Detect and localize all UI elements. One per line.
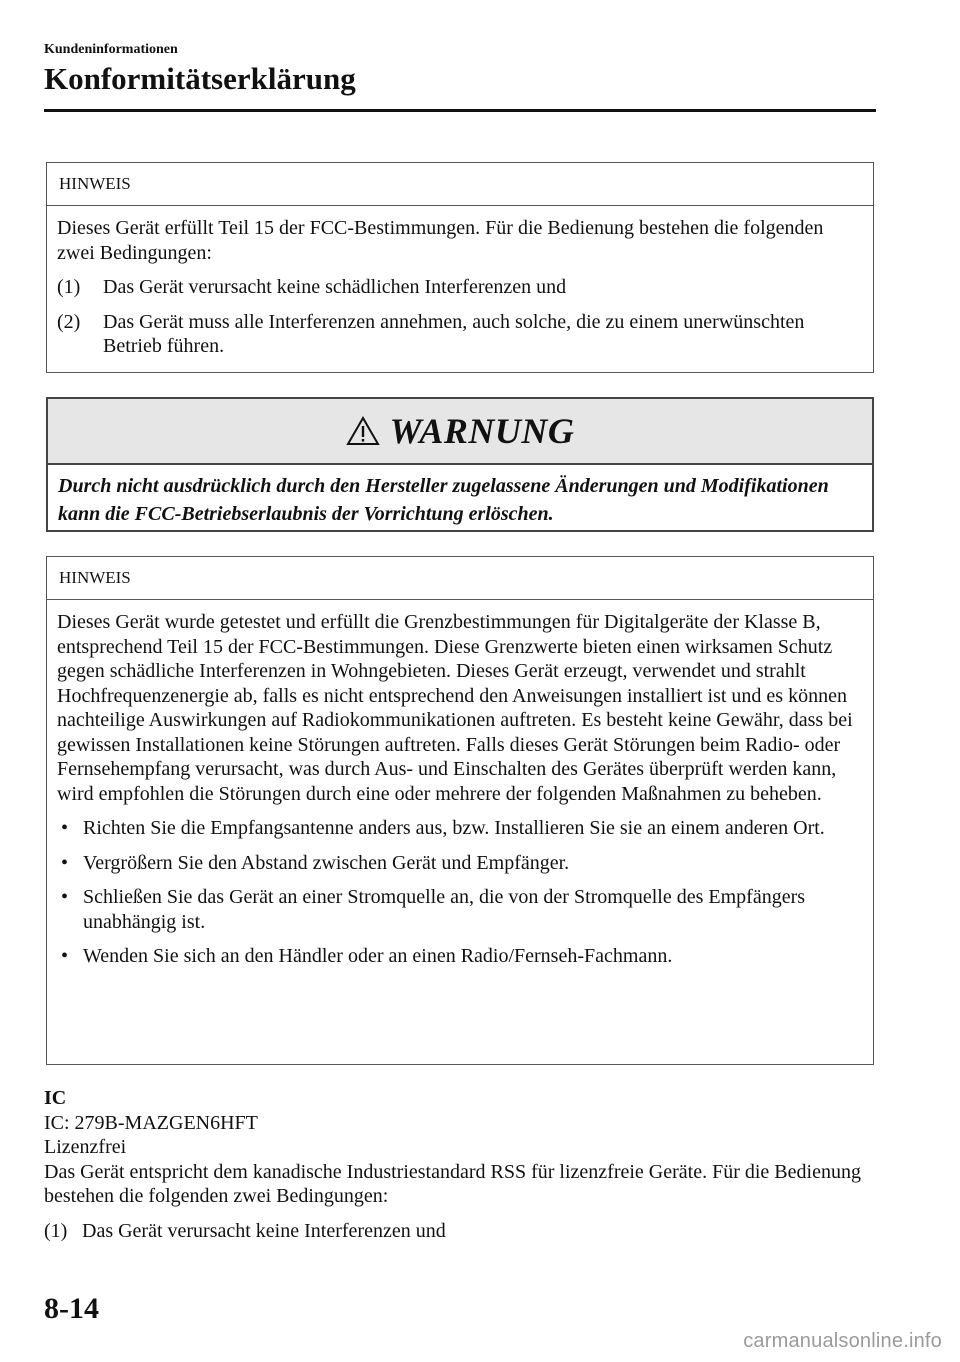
warning-triangle-icon [346, 416, 380, 446]
bullet-text: Vergrößern Sie den Abstand zwischen Gerät und Empfänger. [83, 851, 570, 874]
list-item-text: Das Gerät muss alle Interferenzen annehmen, auch solche, die zu einem unerwünschten Betrieb führen. [103, 310, 805, 357]
warning-heading: WARNUNG [389, 411, 575, 451]
ic-paragraph: Das Gerät entspricht dem kanadische Industriestandard RSS für lizenzfreie Geräte. Für die Bedienung bestehen die folgenden zwei Bedingungen: [44, 1160, 861, 1207]
bullet-text: Richten Sie die Empfangsantenne anders aus, bzw. Installieren Sie sie an einem anderen Ort. [83, 817, 825, 839]
list-item-number: (1) [57, 276, 81, 298]
list-item-text: Das Gerät verursacht keine schädlichen Interferenzen und [103, 276, 567, 298]
page-title: Konformitätserklärung [44, 61, 356, 96]
page-number: 8-14 [44, 1292, 99, 1325]
bullet-text: Wenden Sie sich an den Händler oder an einen Radio/Fernseh-Fachmann. [83, 945, 673, 967]
ic-license: Lizenzfrei [44, 1136, 127, 1158]
hinweis-paragraph: Dieses Gerät erfüllt Teil 15 der FCC-Bestimmungen. Für die Bedienung bestehen die folgenden zwei Bedingungen: [57, 217, 824, 264]
bullet-item [57, 851, 861, 876]
list-item-number: (2) [57, 310, 81, 333]
title-rule [44, 109, 876, 112]
hinweis-box-class-b [46, 556, 874, 1065]
watermark: carmanualsonline.info [743, 1330, 942, 1352]
bullet-text: Schließen Sie das Gerät an einer Stromquelle an, die von der Stromquelle des Empfängers unabhängig ist. [83, 886, 806, 933]
bullet-item [57, 816, 861, 841]
bullet-icon: • [61, 817, 69, 839]
ic-id: IC: 279B-MAZGEN6HFT [44, 1111, 258, 1134]
list-item [44, 1219, 884, 1244]
warning-header [48, 399, 872, 465]
bullet-item [57, 885, 861, 934]
bullet-icon: • [61, 886, 69, 908]
hinweis-body [47, 600, 873, 979]
hinweis-paragraph: Dieses Gerät wurde getestet und erfüllt die Grenzbestimmungen für Digitalgeräte der Klasse B, entsprechend Teil 15 der FCC-Bestimmungen. Diese Grenzwerte bieten einen wirksamen Schutz gegen schädliche Interferenzen in Wohngebieten. Dieses Gerät erzeugt, verwendet und strahlt Hochfrequenzenergie ab, falls es nicht entsprechend den Anweisungen installiert ist und es können nachteilige Auswirkungen auf Radiokommunikationen auftreten. Es besteht keine Gewähr, dass bei gewissen Installationen keine Störungen auftreten. Falls dieses Gerät Störungen beim Radio- oder Fernsehempfang verursacht, was durch Aus- und Einschalten des Gerätes überprüft werden kann, wird empfohlen die Störungen durch eine oder mehrere der folgenden Maßnahmen zu beheben. [57, 611, 853, 805]
hinweis-heading: HINWEIS [47, 163, 873, 206]
hinweis-box-fcc [46, 162, 874, 373]
bullet-item [57, 944, 861, 969]
ic-heading: IC [44, 1087, 67, 1109]
section-label: Kundeninformationen [44, 42, 178, 57]
list-item-text: Das Gerät verursacht keine Interferenzen und [82, 1219, 446, 1242]
hinweis-heading: HINWEIS [47, 557, 873, 600]
list-item-number: (1) [44, 1219, 68, 1242]
list-item [57, 310, 861, 359]
list-item [57, 275, 861, 300]
bullet-icon: • [61, 851, 69, 874]
ic-section [44, 1086, 884, 1243]
warning-text: Durch nicht ausdrücklich durch den Hersteller zugelassene Änderungen und Modifikationen kann die FCC-Betriebserlaubnis der Vorrichtung erlöschen. [58, 475, 829, 525]
hinweis-body [47, 206, 873, 369]
bullet-icon: • [61, 945, 69, 967]
warning-box [46, 397, 874, 532]
